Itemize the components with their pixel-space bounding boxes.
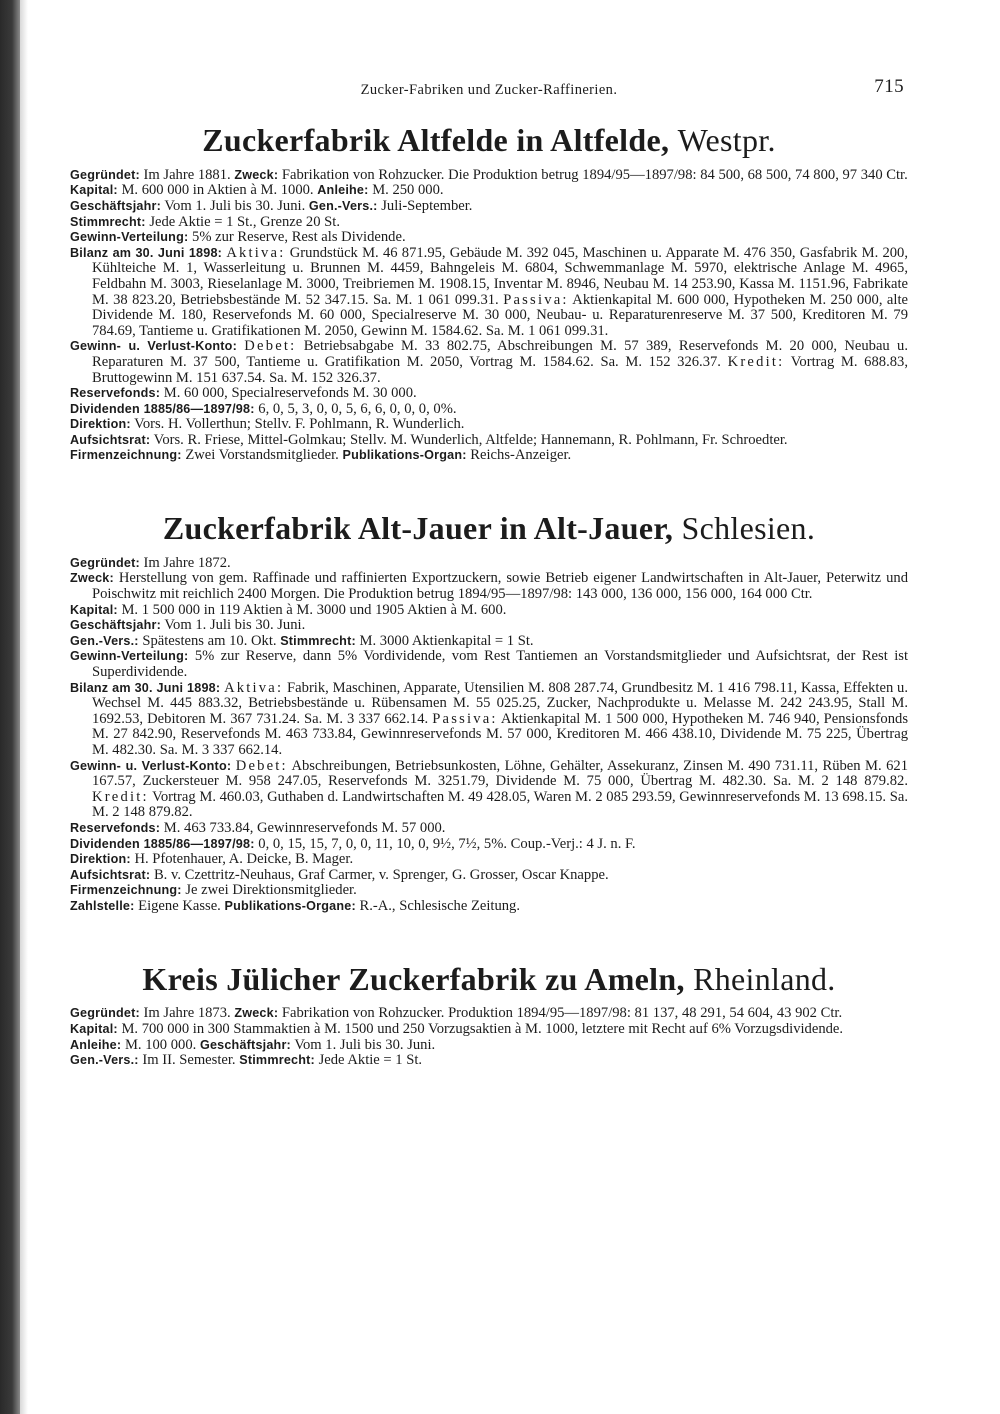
entry-text: Fabrik, Maschinen, Apparate, Utensilien M. 808 287.74, Grundbesitz M. 1 416 798.11, Kassa, Effekten u. Wechsel M. 445 883.32, Betriebsbestände u. Rübensamen M. 55 025.25, Zucker, Nachprodukte u. Melasse M. 242 243.95, Stall M. 1692.53, Debitoren M. 367 731.24. Sa. M. 3 337 662.14. [92,679,908,727]
entry-text: H. Pfotenhauer, A. Deicke, B. Mager. [134,851,354,868]
entry-kapital [70,183,908,199]
entry-text: Aktienkapital M. 600 000, Hypotheken M. 250 000, alte Dividende M. 180, Reservefonds M. 60 000, Specialreserve M. 30 000, Neubau- u. Reparaturenreserve M. 37 500, Kreditoren M. 79 784.69, Tantieme u. Gratifikationen M. 2050, Gewinn M. 1584.62. Sa. M. 1 061 099.31. [92,291,908,339]
entry-kapital [70,603,908,619]
entry-subhead: Kredit: [92,788,149,805]
entry-label: Kapital: [70,602,118,617]
entry-text: M. 100 000. [124,1036,197,1053]
entry-label: Publikations-Organe: [224,898,356,913]
entry-gen-vers [70,1053,908,1069]
entry-text: Zwei Vorstandsmitglieder. [185,447,339,464]
entry-gegruendet [70,168,908,184]
entry-label: Aufsichtsrat: [70,867,151,882]
entry-label: Geschäftsjahr: [70,618,161,633]
company-region: Schlesien. [681,510,816,547]
entry-subhead: Debet: [235,757,288,774]
entry-text: M. 250 000. [372,182,444,199]
entry-text: M. 700 000 in 300 Stammaktien à M. 1500 und 250 Vorzugsaktien à M. 1000, letztere mit Recht auf 6% Vorzugsdividende. [121,1020,844,1037]
entry-text: Vom 1. Juli bis 30. Juni. [164,197,306,214]
entry-label: Kapital: [70,183,118,198]
entry-zahlstelle [70,899,908,915]
entry-stimmrecht [70,215,908,231]
entry-geschaeftsjahr [70,618,908,634]
entry-text: Abschreibungen, Betriebsunkosten, Löhne, Gehälter, Assekuranz, Zinsen M. 490 731.11, Rüben M. 621 167.57, Zuckersteuer M. 958 247.05, Reservefonds M. 3251.79, Dividende M. 75 000, Übertrag M. 482.30. Sa. M. 2 148 879.82. [92,757,908,790]
entry-label: Gen.-Vers.: [308,198,378,213]
company-region: Westpr. [677,122,776,158]
entry-label: Zweck: [234,1006,279,1021]
entry-reservefonds [70,821,908,837]
entry-text: Je zwei Direktionsmitglieder. [185,882,357,899]
entry-label: Gen.-Vers.: [70,633,139,648]
entry-text: Vors. R. Friese, Mittel-Golmkau; Stellv. M. Wunderlich, Altfelde; Hannemann, R. Pohlmann, Fr. Schroedter. [153,431,788,448]
entry-text: Juli-September. [381,197,473,214]
company-heading [70,510,908,547]
entry-text: Eigene Kasse. [138,897,221,914]
entry-label: Gen.-Vers.: [70,1053,139,1068]
company-block-altfelde [70,122,908,464]
entry-label: Geschäftsjahr: [199,1037,291,1052]
entry-text: Vors. H. Vollerthun; Stellv. F. Pohlmann, R. Wunderlich. [134,416,465,433]
entry-label: Reservefonds: [70,820,161,835]
entry-label: Direktion: [70,852,131,867]
running-head [70,76,908,114]
entry-text: Vortrag M. 688.83, Bruttogewinn M. 151 637.54. Sa. M. 152 326.37. [92,353,908,386]
entry-text: 5% zur Reserve, Rest als Dividende. [192,229,406,246]
entry-gegruendet [70,1006,908,1022]
entry-text: 6, 0, 5, 3, 0, 0, 5, 6, 6, 0, 0, 0, 0%. [258,400,457,417]
entry-text: M. 463 733.84, Gewinnreservefonds M. 57 000. [163,819,446,836]
entry-text: M. 600 000 in Aktien à M. 1000. [121,182,314,199]
entry-firmenzeichnung [70,448,908,464]
entry-text: 5% zur Reserve, dann 5% Vordividende, vom Rest Tantiemen an Vorstandsmitglieder und Aufsichtsrat, der Rest ist Superdividende. [92,648,908,681]
entry-label: Direktion: [70,417,131,432]
entry-label: Zweck: [234,167,279,182]
entry-gen-vers [70,634,908,650]
entry-text: Jede Aktie = 1 St. [318,1052,423,1069]
entry-label: Publikations-Organ: [342,448,467,463]
entry-label: Stimmrecht: [239,1053,315,1068]
entry-label: Dividenden 1885/86—1897/98: [70,836,255,851]
entry-subhead: Aktiva: [226,244,286,261]
entry-kapital [70,1022,908,1038]
entry-label: Stimmrecht: [280,633,356,648]
entry-label: Bilanz am 30. Juni 1898: [70,245,223,260]
entry-text: Betriebsabgabe M. 33 802.75, Abschreibungen M. 57 389, Reservefonds M. 20 000, Neubau u. Reparaturen M. 37 500, Tantieme u. Gratifikation M. 2050, Vortrag M. 1584.62. Sa. M. 152 326.37. [92,338,908,370]
entry-text: Reichs-Anzeiger. [470,447,572,464]
entry-text: Vom 1. Juli bis 30. Juni. [164,617,306,634]
entry-gewinn-verlust [70,339,908,386]
entry-dividenden [70,402,908,418]
entry-text: Vortrag M. 460.03, Guthaben d. Landwirtschaften M. 49 428.05, Waren M. 2 085 293.59, Gewinnreservefonds M. 13 698.15. Sa. M. 2 148 879.82. [92,788,908,821]
entry-text: Spätestens am 10. Okt. [142,632,277,649]
entry-text: Vom 1. Juli bis 30. Juni. [294,1036,436,1053]
entry-label: Gegründet: [70,167,140,182]
entry-subhead: Aktiva: [224,679,284,696]
running-head-title: Zucker-Fabriken und Zucker-Raffinerien. [360,82,618,98]
company-name: Zuckerfabrik Alt-Jauer in Alt-Jauer, [162,510,674,547]
entry-text: Fabrikation von Rohzucker. Die Produktion betrug 1894/95—1897/98: 84 500, 68 500, 74 800, 97 340 Ctr. [281,166,908,183]
entry-subhead: Passiva: [503,291,569,308]
entry-label: Anleihe: [70,1037,122,1052]
entry-label: Firmenzeichnung: [70,448,182,463]
entry-label: Reservefonds: [70,386,161,401]
entry-text: M. 1 500 000 in 119 Aktien à M. 3000 und 1905 Aktien à M. 600. [121,601,507,618]
page-number: 715 [874,76,904,97]
entry-text: Herstellung von gem. Raffinade und raffinierten Exportzuckern, sowie Betrieb eigener Landwirtschaften in Alt-Jauer, Peterwitz und Poischwitz mit reichlich 2400 Morgen. Die Produktion betrug 1894/95—1897/98: 143 000, 136 000, 156 000, 164 000 Ctr. [92,570,908,603]
entry-text: Aktienkapital M. 1 500 000, Hypotheken M. 746 940, Pensionsfonds M. 27 842.90, Reservefonds M. 463 733.84, Gewinnreservefonds M. 57 000, Kreditoren M. 466 438.10, Dividende M. 75 225, Übertrag M. 482.30. Sa. M. 3 337 662.14. [92,710,908,758]
entry-label: Zahlstelle: [70,898,135,913]
entry-label: Gewinn- u. Verlust-Konto: [70,339,237,354]
entry-dividenden [70,837,908,853]
entry-text: M. 60 000, Specialreservefonds M. 30 000. [163,385,417,402]
entry-bilanz [70,681,908,759]
entry-label: Anleihe: [317,183,369,198]
entry-label: Bilanz am 30. Juni 1898: [70,680,221,695]
company-name: Zuckerfabrik Altfelde in Altfelde, [202,122,670,158]
company-name: Kreis Jülicher Zuckerfabrik zu Ameln, [142,960,685,997]
entry-text: Fabrikation von Rohzucker. Produktion 1894/95—1897/98: 81 137, 48 291, 54 604, 43 902 Ctr. [281,1005,843,1022]
entry-direktion [70,852,908,868]
company-heading [70,961,908,998]
entry-label: Dividenden 1885/86—1897/98: [70,401,255,416]
company-heading [70,122,908,159]
entry-text: Grundstück M. 46 871.95, Gebäude M. 392 045, Maschinen u. Apparate M. 476 350, Gasfabrik M. 200, Kühlteiche M. 1, Wasserleitung u. Brunnen M. 4459, Bahngeleis M. 6804, Schwemmanlage M. 5970, elektrische Anlage M. 4965, Feldbahn M. 3003, Rieselanlage M. 3000, Treibriemen M. 1908.15, Inventar M. 8946, Neubau M. 14 253.90, Kassa M. 1151.96, Fabrikate M. 38 823.20, Betriebsbestände M. 52 347.15. Sa. M. 1 061 099.31. [92,244,908,308]
entry-label: Gegründet: [70,555,140,570]
entry-subhead: Debet: [244,338,297,355]
entry-firmenzeichnung [70,883,908,899]
entry-gewinn-verlust [70,759,908,821]
entry-label: Stimmrecht: [70,214,146,229]
entry-label: Geschäftsjahr: [70,198,161,213]
entry-text: M. 3000 Aktienkapital = 1 St. [359,632,534,649]
entry-label: Gewinn-Verteilung: [70,649,189,664]
entry-subhead: Passiva: [432,710,498,727]
company-block-alt-jauer [70,510,908,914]
company-region: Rheinland. [693,960,836,997]
entry-aufsichtsrat [70,433,908,449]
entry-direktion [70,417,908,433]
entry-text: Im II. Semester. [142,1052,236,1069]
entry-anleihe [70,1038,908,1054]
entry-aufsichtsrat [70,868,908,884]
entry-gewinn-verteilung [70,649,908,680]
entry-subhead: Kredit: [727,353,785,370]
entry-label: Firmenzeichnung: [70,883,182,898]
entry-label: Gewinn- u. Verlust-Konto: [70,758,232,773]
entry-text: R.-A., Schlesische Zeitung. [359,897,521,914]
entry-reservefonds [70,386,908,402]
entry-zweck [70,571,908,602]
entry-label: Zweck: [70,571,114,586]
scan-binding-edge [0,0,20,1414]
entry-label: Aufsichtsrat: [70,432,151,447]
entry-label: Gegründet: [70,1006,140,1021]
entry-geschaeftsjahr [70,199,908,215]
entry-text: B. v. Czettritz-Neuhaus, Graf Carmer, v. Sprenger, G. Grosser, Oscar Knappe. [153,866,609,883]
entry-text: Im Jahre 1873. [143,1005,231,1022]
entry-bilanz [70,246,908,340]
entry-gegruendet [70,556,908,572]
company-block-ameln [70,961,908,1069]
entry-label: Gewinn-Verteilung: [70,230,189,245]
entry-text: 0, 0, 15, 15, 7, 0, 0, 11, 10, 0, 9½, 7½, 5%. Coup.-Verj.: 4 J. n. F. [258,835,636,852]
entry-text: Jede Aktie = 1 St., Grenze 20 St. [149,213,340,230]
entry-text: Im Jahre 1881. [143,166,231,183]
entry-gewinn-verteilung [70,230,908,246]
scan-shadow [20,0,28,1414]
entry-text: Im Jahre 1872. [143,554,231,571]
page [70,76,908,1069]
entry-label: Kapital: [70,1021,118,1036]
